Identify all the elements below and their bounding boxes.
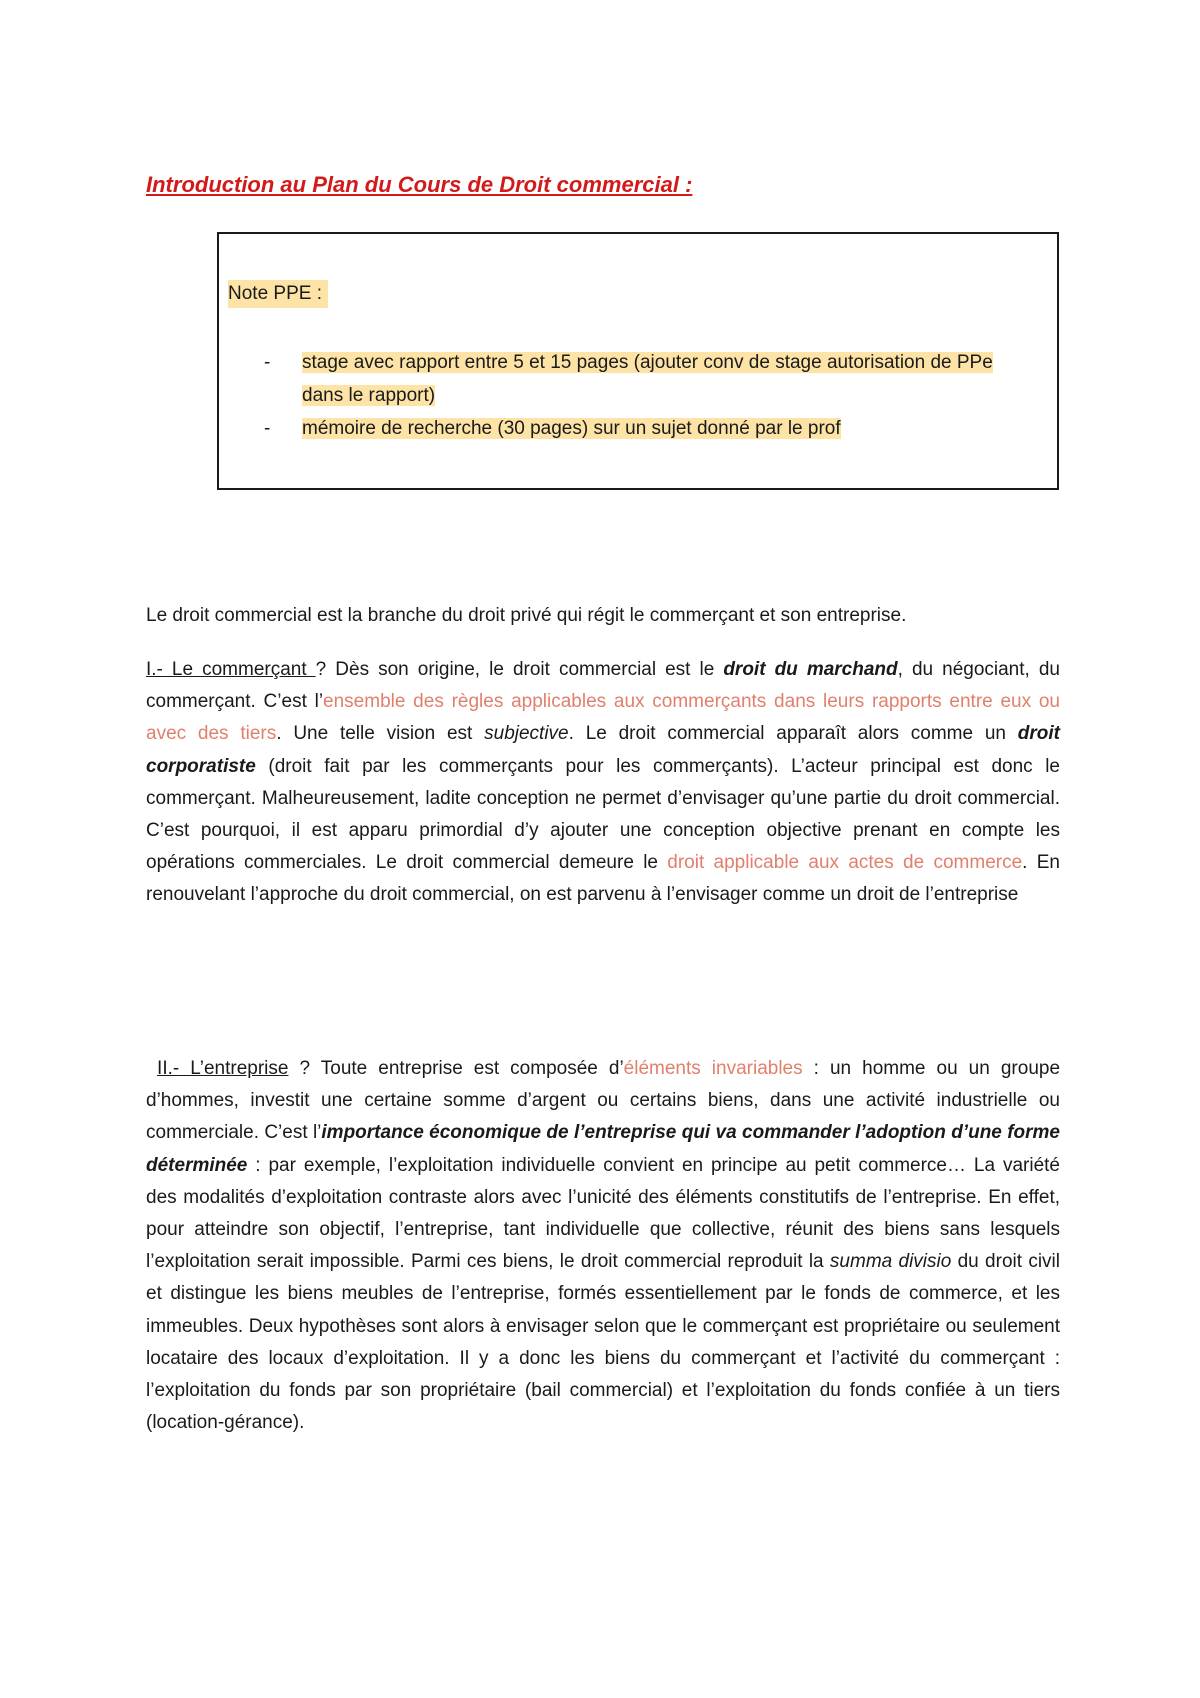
- list-dash: -: [264, 352, 271, 373]
- text-run: . Une telle vision est: [276, 723, 485, 745]
- highlighted-phrase: éléments invariables: [623, 1058, 803, 1079]
- text-run: ? Dès son origine, le droit commercial est le: [315, 659, 724, 680]
- bold-term: droit corporatiste: [146, 723, 1060, 777]
- note-item-highlight: stage avec rapport entre 5 et 15 pages (ajouter conv de stage autorisation de PPe dans le rapport): [302, 352, 993, 406]
- note-item-text: [302, 412, 1037, 445]
- highlighted-phrase: droit applicable aux actes de commerce: [667, 852, 1023, 874]
- italic-term: subjective: [484, 723, 569, 745]
- note-item: [219, 412, 1061, 445]
- note-box: [217, 232, 1059, 490]
- text-run: du droit civil et distingue les biens meubles de l’entreprise, formés essentiellement par le fonds de commerce, et les immeubles. Deux hypothèses sont alors à envisager selon que le commerçant est propriétaire ou seulement locataire des locaux d’exploitation. Il y a donc les biens du commerçant et l’activité du commerçant : l’exploitation du fonds par son propriétaire (bail commercial) et l’exploitation du fonds confiée à un tiers (location-gérance).: [146, 1251, 1060, 1434]
- note-list: [219, 346, 1061, 445]
- bold-term: importance économique de l’entreprise qui va commander l’adoption d’une forme déterminée: [146, 1122, 1060, 1176]
- document-title: Introduction au Plan du Cours de Droit commercial :: [146, 172, 693, 197]
- intro-paragraph: Le droit commercial est la branche du droit privé qui régit le commerçant et son entreprise.: [146, 605, 907, 626]
- text-run: , du négociant, du commerçant. C’est l’: [146, 659, 1060, 713]
- text-run: : par exemple, l’exploitation individuelle convient en principe au petit commerce… La variété des modalités d’exploitation contraste alors avec l’unicité des éléments constitutifs de l’entreprise. En effet, pour atteindre son objectif, l’entreprise, tant individuelle que collective, réunit des biens sans lesquels l’exploitation serait impossible. Parmi ces biens, le droit commercial reproduit la: [146, 1154, 1060, 1273]
- note-item: [219, 346, 1061, 412]
- note-title: Note PPE :: [228, 280, 328, 308]
- list-dash: -: [264, 418, 271, 439]
- section-heading: II.- L’entreprise: [157, 1058, 289, 1079]
- text-run: : un homme ou un groupe d’hommes, investit une certaine somme d’argent ou certains biens, dans une activité industrielle ou commerciale. C’est l’: [146, 1058, 1061, 1144]
- note-item-highlight: mémoire de recherche (30 pages) sur un sujet donné par le prof: [302, 418, 841, 439]
- section-commercant: [146, 654, 1060, 912]
- section-entreprise: [146, 1053, 1060, 1439]
- highlighted-phrase: ensemble des règles applicables aux commerçants dans leurs rapports entre eux ou avec des tiers: [146, 691, 1060, 745]
- italic-term: summa divisio: [829, 1251, 952, 1273]
- note-item-text: [302, 346, 1037, 412]
- section-heading: I.- Le commerçant: [146, 659, 316, 680]
- text-run: . Le droit commercial apparaît alors comme un: [568, 723, 1018, 745]
- text-run: (droit fait par les commerçants pour les commerçants). L’acteur principal est donc le commerçant. Malheureusement, ladite conception ne permet d’envisager qu’une partie du droit commercial. C’est pourquoi, il est apparu primordial d’y ajouter une conception objective prenant en compte les opérations commerciales. Le droit commercial demeure le: [146, 755, 1060, 874]
- text-run: . En renouvelant l’approche du droit commercial, on est parvenu à l’envisager comme un droit de l’entreprise: [146, 852, 1060, 906]
- text-run: ? Toute entreprise est composée d’: [288, 1058, 624, 1079]
- bold-term: droit du marchand: [723, 659, 898, 680]
